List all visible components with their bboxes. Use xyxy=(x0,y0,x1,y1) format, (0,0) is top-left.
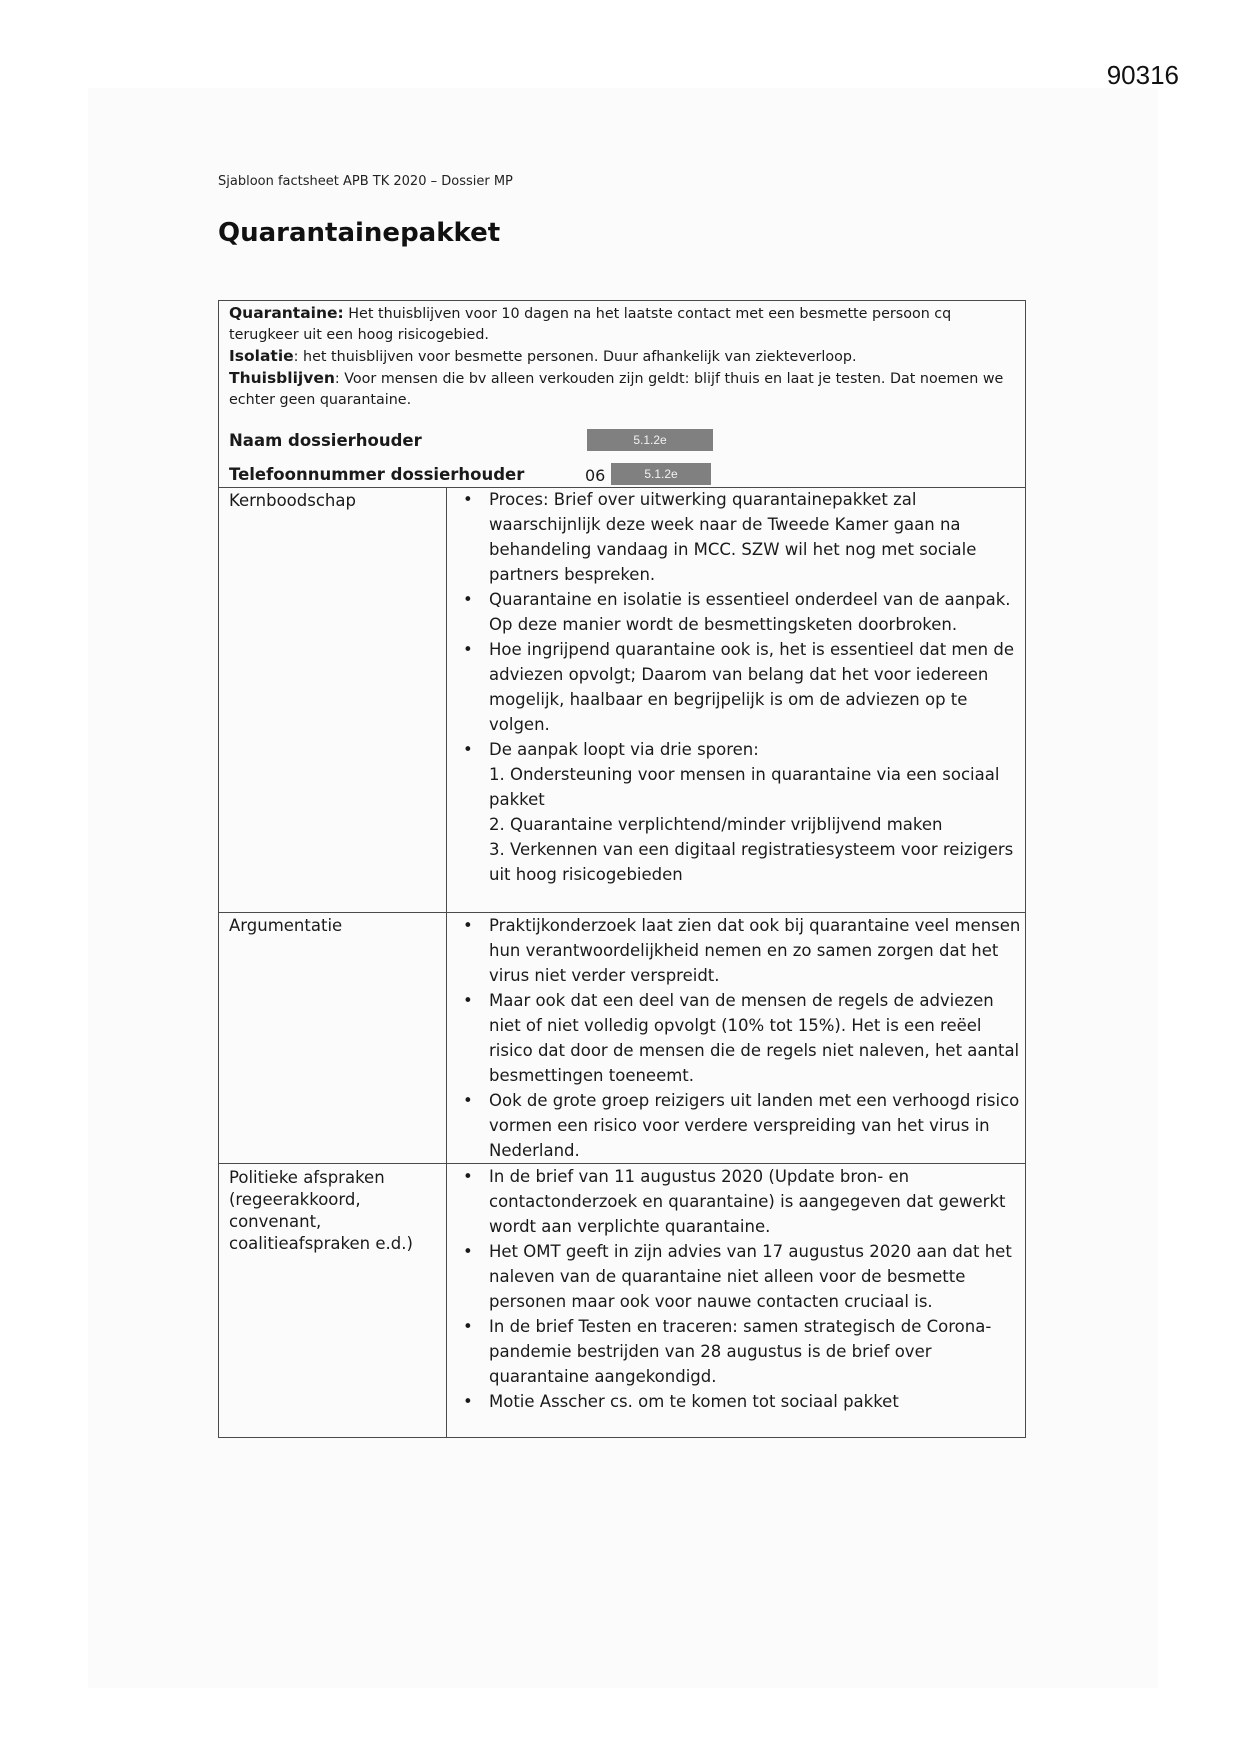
definition-term: Isolatie xyxy=(229,347,294,365)
list-item xyxy=(455,737,1025,887)
definitions xyxy=(229,303,1019,411)
phone-prefix: 06 xyxy=(585,466,606,485)
bullet-icon: • xyxy=(463,1392,473,1411)
list-item-text: Ook de grote groep reizigers uit landen met een verhoogd risico vormen een risico voor verdere verspreiding van het virus in Nederland. xyxy=(489,1091,1020,1160)
list-item xyxy=(455,1389,1025,1414)
bullet-icon: • xyxy=(463,991,473,1010)
definition-term: Thuisblijven xyxy=(229,369,335,387)
list-item xyxy=(455,988,1025,1088)
list-item-text: Motie Asscher cs. om te komen tot sociaal pakket xyxy=(489,1392,899,1411)
list-item-text: Quarantaine en isolatie is essentieel onderdeel van de aanpak. Op deze manier wordt de besmettingsketen doorbroken. xyxy=(489,590,1011,634)
bullet-icon: • xyxy=(463,490,473,509)
bullet-icon: • xyxy=(463,590,473,609)
list-item xyxy=(455,487,1025,587)
list-item-text: De aanpak loopt via drie sporen: xyxy=(489,740,759,759)
list-item-text: Proces: Brief over uitwerking quarantainepakket zal waarschijnlijk deze week naar de Tweede Kamer gaan na behandeling vandaag in MCC. SZW wil het nog met sociale partners bespreken. xyxy=(489,490,977,584)
factsheet-table xyxy=(218,300,1026,1438)
redaction-box: 5.1.2e xyxy=(611,463,711,485)
list-item xyxy=(455,1314,1025,1389)
page-title: Quarantainepakket xyxy=(218,218,501,248)
definition-term: Quarantaine: xyxy=(229,304,344,322)
table-column-divider xyxy=(446,487,447,1437)
bullet-icon: • xyxy=(463,740,473,759)
list-item-subline: 1. Ondersteuning voor mensen in quarantaine via een sociaal pakket xyxy=(489,765,1000,809)
row-label-argumentatie: Argumentatie xyxy=(229,916,343,935)
list-item xyxy=(455,587,1025,637)
holder-name-label: Naam dossierhouder xyxy=(229,431,422,450)
definition-thuisblijven xyxy=(229,368,1019,411)
bullet-icon: • xyxy=(463,1091,473,1110)
row-label-kernboodschap: Kernboodschap xyxy=(229,491,356,510)
list-item-text: Hoe ingrijpend quarantaine ook is, het is essentieel dat men de adviezen opvolgt; Daarom van belang dat het voor iedereen mogelijk, haalbaar en begrijpelijk is om de adviezen op te volgen. xyxy=(489,640,1014,734)
holder-phone-label: Telefoonnummer dossierhouder xyxy=(229,465,525,484)
list-item xyxy=(455,913,1025,988)
document-header: Sjabloon factsheet APB TK 2020 – Dossier MP xyxy=(218,174,513,189)
definition-isolatie xyxy=(229,346,1019,368)
list-item-subline: 2. Quarantaine verplichtend/minder vrijblijvend maken xyxy=(489,815,943,834)
list-item-text: Maar ook dat een deel van de mensen de regels de adviezen niet of niet volledig opvolgt (10% tot 15%). Het is een reëel risico dat door de mensen die de regels niet naleven, het aantal besmettingen toeneemt. xyxy=(489,991,1020,1085)
row-label-politieke-afspraken: Politieke afspraken (regeerakkoord, convenant, coalitieafspraken e.d.) xyxy=(229,1168,413,1253)
list-item xyxy=(455,1088,1025,1163)
list-item-text: Praktijkonderzoek laat zien dat ook bij quarantaine veel mensen hun verantwoordelijkheid nemen en zo samen zorgen dat het virus niet verder verspreidt. xyxy=(489,916,1021,985)
list-item-text: In de brief van 11 augustus 2020 (Update bron- en contactonderzoek en quarantaine) is aangegeven dat gewerkt wordt aan verplichte quarantaine. xyxy=(489,1167,1006,1236)
politieke-afspraken-list xyxy=(455,1164,1025,1414)
document-number: 90316 xyxy=(1106,60,1179,90)
bullet-icon: • xyxy=(463,1317,473,1336)
list-item xyxy=(455,637,1025,737)
definition-text: : Voor mensen die bv alleen verkouden zijn geldt: blijf thuis en laat je testen. Dat noemen we echter geen quarantaine. xyxy=(229,371,1004,408)
definition-text: Het thuisblijven voor 10 dagen na het laatste contact met een besmette persoon cq terugkeer uit een hoog risicogebied. xyxy=(229,306,952,343)
list-item-text: Het OMT geeft in zijn advies van 17 augustus 2020 aan dat het naleven van de quarantaine niet alleen voor de besmette personen maar ook voor nauwe contacten cruciaal is. xyxy=(489,1242,1012,1311)
argumentatie-list xyxy=(455,913,1025,1163)
list-item xyxy=(455,1239,1025,1314)
bullet-icon: • xyxy=(463,1242,473,1261)
list-item-text: In de brief Testen en traceren: samen strategisch de Corona-pandemie bestrijden van 28 augustus is de brief over quarantaine aangekondigd. xyxy=(489,1317,992,1386)
list-item-subline: 3. Verkennen van een digitaal registratiesysteem voor reizigers uit hoog risicogebieden xyxy=(489,840,1014,884)
bullet-icon: • xyxy=(463,1167,473,1186)
bullet-icon: • xyxy=(463,916,473,935)
redaction-box: 5.1.2e xyxy=(587,429,713,451)
definition-quarantaine xyxy=(229,303,1019,346)
definition-text: : het thuisblijven voor besmette personen. Duur afhankelijk van ziekteverloop. xyxy=(293,349,857,365)
list-item xyxy=(455,1164,1025,1239)
kernboodschap-list xyxy=(455,487,1025,887)
bullet-icon: • xyxy=(463,640,473,659)
